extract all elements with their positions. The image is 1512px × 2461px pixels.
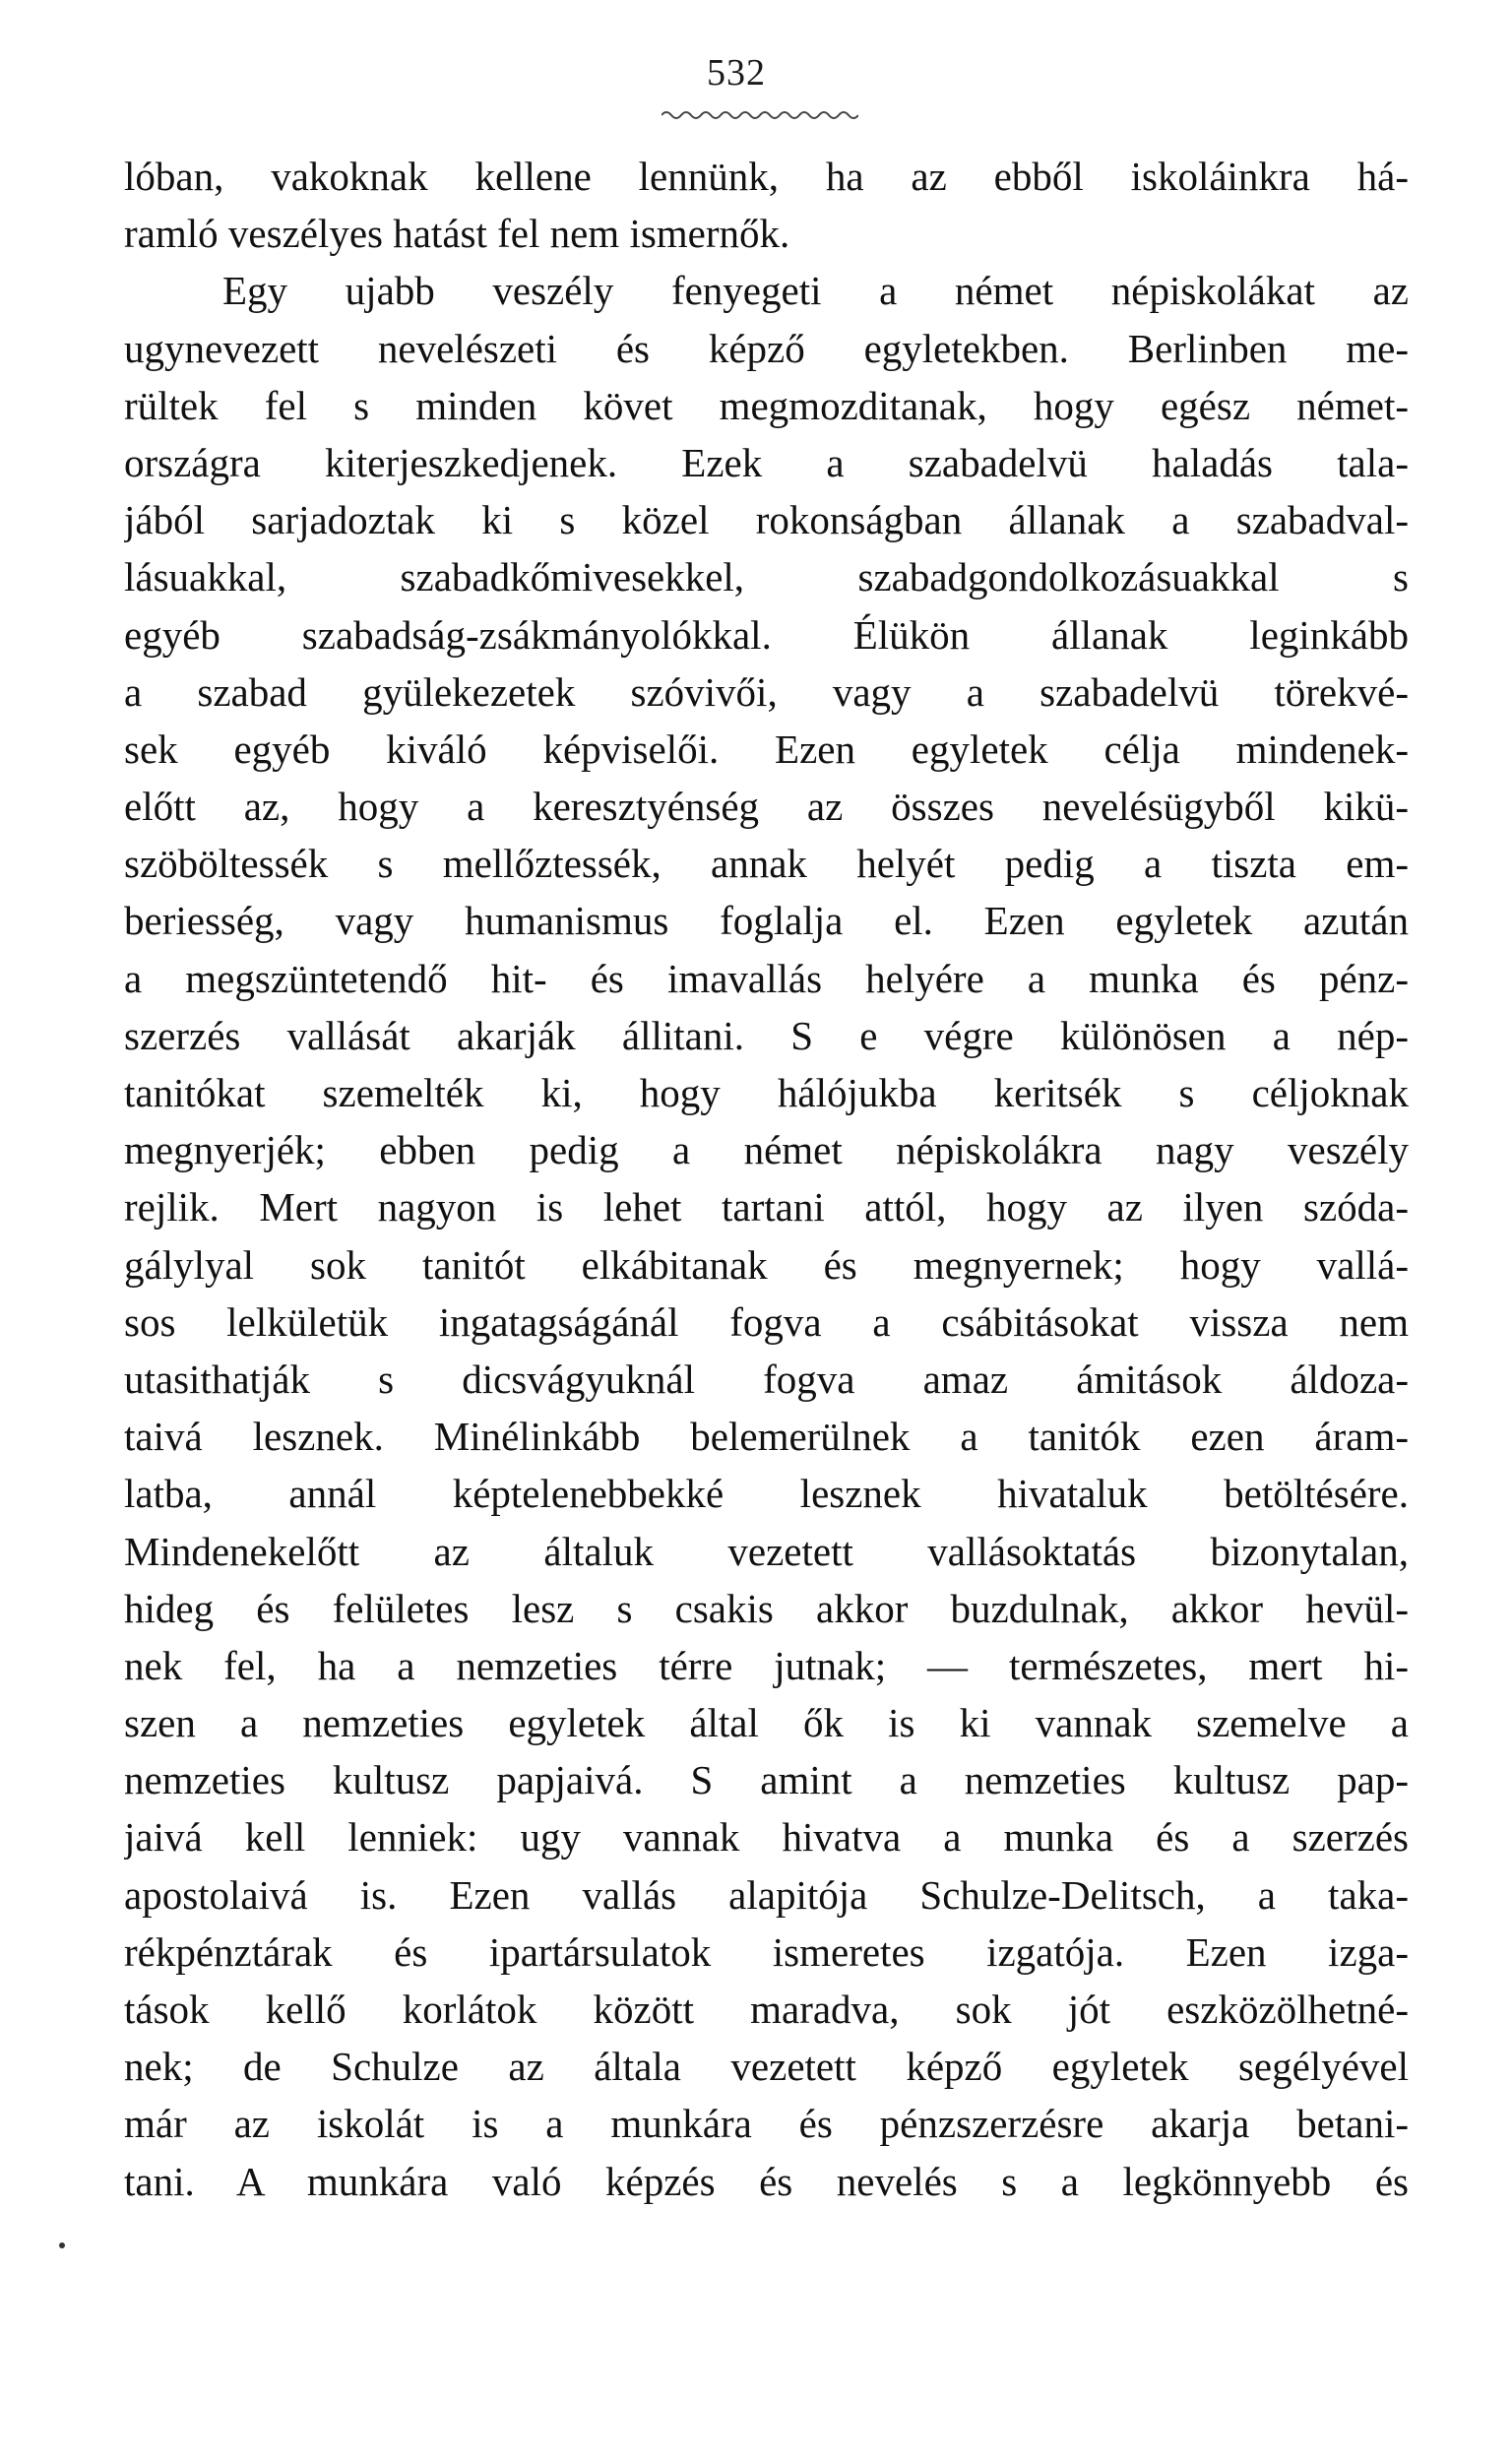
text-line: ugynevezett nevelészeti és képző egyletekben. Berlinben me- <box>124 325 1409 371</box>
text-line: sos lelkületük ingatagságánál fogva a csábitásokat vissza nem <box>124 1298 1409 1345</box>
text-line: tások kellő korlátok között maradva, sok jót eszközölhetné- <box>124 1987 1409 2032</box>
text-line: ramló veszélyes hatást fel nem ismernők. <box>124 211 790 257</box>
text-line: országra kiterjeszkedjenek. Ezek a szabadelvü haladás tala- <box>124 439 1409 485</box>
text-line: rültek fel s minden követ megmozditanak, hogy egész német- <box>124 382 1409 428</box>
text-line: a megszüntetendő hit- és imavallás helyére a munka és pénz- <box>124 955 1409 1001</box>
wavy-rule-ornament <box>662 108 858 122</box>
text-line: nek fel, ha a nemzeties térre jutnak; — természetes, mert hi- <box>124 1642 1409 1688</box>
body-text <box>124 148 1409 2210</box>
text-line: tanitókat szemelték ki, hogy hálójukba keritsék s céljoknak <box>124 1070 1409 1115</box>
text-line: tani. A munkára való képzés és nevelés s a legkönnyebb és <box>124 2158 1409 2204</box>
text-line: szerzés vallását akarják állitani. S e végre különösen a nép- <box>124 1012 1409 1058</box>
page-number: 532 <box>707 52 766 94</box>
text-line: Egy ujabb veszély fenyegeti a német népiskolákat az <box>222 268 1409 314</box>
text-line: szöböltessék s mellőztessék, annak helyét pedig a tiszta em- <box>124 841 1409 887</box>
text-line: hideg és felületes lesz s csakis akkor buzdulnak, akkor hevül- <box>124 1585 1409 1631</box>
text-line: megnyerjék; ebben pedig a német népiskolákra nagy veszély <box>124 1127 1409 1173</box>
text-line: gálylyal sok tanitót elkábitanak és megnyernek; hogy vallá- <box>124 1241 1409 1288</box>
text-line: egyéb szabadság-zsákmányolókkal. Élükön állanak leginkább <box>124 611 1409 658</box>
text-line: szen a nemzeties egyletek által ők is ki vannak szemelve a <box>124 1700 1409 1746</box>
text-line: latba, annál képtelenebbekké lesznek hivataluk betöltésére. <box>124 1471 1409 1517</box>
text-line: jaivá kell lenniek: ugy vannak hivatva a munka és a szerzés <box>124 1814 1409 1861</box>
text-line: rékpénztárak és ipartársulatok ismeretes izgatója. Ezen izga- <box>124 1928 1409 1975</box>
text-line: már az iskolát is a munkára és pénzszerzésre akarja betani- <box>124 2101 1409 2147</box>
text-line: előtt az, hogy a keresztyénség az összes nevelésügyből kikü- <box>124 784 1409 830</box>
text-line: rejlik. Mert nagyon is lehet tartani attól, hogy az ilyen szóda- <box>124 1184 1409 1230</box>
text-line: sek egyéb kiváló képviselői. Ezen egyletek célja mindenek- <box>124 726 1409 772</box>
text-line: taivá lesznek. Minélinkább belemerülnek a tanitók ezen áram- <box>124 1414 1409 1460</box>
ink-speck <box>59 2242 65 2248</box>
text-line: Mindenekelőtt az általuk vezetett vallásoktatás bizonytalan, <box>124 1528 1409 1574</box>
text-line: nek; de Schulze az általa vezetett képző egyletek segélyével <box>124 2044 1409 2090</box>
text-line: lásuakkal, szabadkőmivesekkel, szabadgondolkozásuakkal s <box>124 554 1409 600</box>
text-line: beriesség, vagy humanismus foglalja el. Ezen egyletek azután <box>124 898 1409 944</box>
page-header <box>0 51 1512 130</box>
text-line: a szabad gyülekezetek szóvivői, vagy a szabadelvü törekvé- <box>124 668 1409 715</box>
text-line: utasithatják s dicsvágyuknál fogva amaz ámitások áldoza- <box>124 1356 1409 1402</box>
text-line: lóban, vakoknak kellene lennünk, ha az ebből iskoláinkra há- <box>124 154 1409 199</box>
text-line: apostolaivá is. Ezen vallás alapitója Schulze-Delitsch, a taka- <box>124 1871 1409 1918</box>
text-line: nemzeties kultusz papjaivá. S amint a nemzeties kultusz pap- <box>124 1757 1409 1803</box>
text-line: jából sarjadoztak ki s közel rokonságban állanak a szabadval- <box>124 497 1409 543</box>
